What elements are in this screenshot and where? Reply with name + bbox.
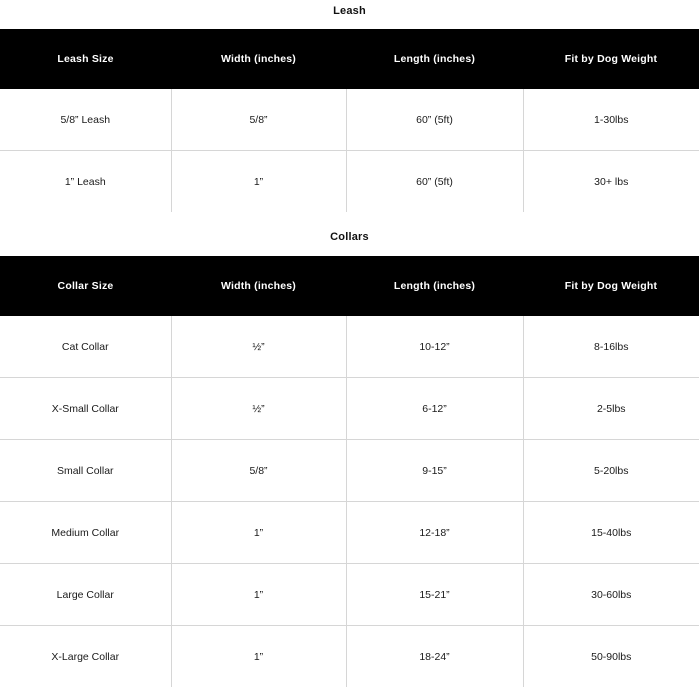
table-row <box>0 502 699 564</box>
table-row <box>0 151 699 213</box>
cell-size: Medium Collar <box>0 502 171 564</box>
column-header-length: Length (inches) <box>346 29 523 89</box>
cell-width: 1” <box>171 502 346 564</box>
column-header-collar-size: Collar Size <box>0 256 171 316</box>
column-header-width: Width (inches) <box>171 256 346 316</box>
table-row <box>0 564 699 626</box>
column-header-weight: Fit by Dog Weight <box>523 29 699 89</box>
cell-size: X-Small Collar <box>0 378 171 440</box>
cell-weight: 30-60lbs <box>523 564 699 626</box>
leash-section-title: Leash <box>333 5 366 17</box>
cell-size: Large Collar <box>0 564 171 626</box>
table-row <box>0 89 699 151</box>
cell-length: 15-21” <box>346 564 523 626</box>
cell-length: 60” (5ft) <box>346 89 523 151</box>
cell-weight: 30+ lbs <box>523 151 699 213</box>
cell-weight: 1-30lbs <box>523 89 699 151</box>
cell-width: 5/8” <box>171 440 346 502</box>
cell-weight: 50-90lbs <box>523 626 699 688</box>
column-header-weight: Fit by Dog Weight <box>523 256 699 316</box>
cell-weight: 5-20lbs <box>523 440 699 502</box>
leash-size-table <box>0 29 699 212</box>
column-header-length: Length (inches) <box>346 256 523 316</box>
cell-length: 12-18” <box>346 502 523 564</box>
cell-length: 9-15” <box>346 440 523 502</box>
collars-table-body <box>0 316 699 687</box>
table-header-row <box>0 29 699 89</box>
cell-length: 6-12” <box>346 378 523 440</box>
cell-length: 10-12” <box>346 316 523 378</box>
cell-width: 1” <box>171 564 346 626</box>
cell-width: 1” <box>171 626 346 688</box>
cell-size: Small Collar <box>0 440 171 502</box>
cell-width: ½” <box>171 378 346 440</box>
cell-size: 1” Leash <box>0 151 171 213</box>
column-header-width: Width (inches) <box>171 29 346 89</box>
table-row <box>0 316 699 378</box>
column-header-leash-size: Leash Size <box>0 29 171 89</box>
cell-length: 18-24” <box>346 626 523 688</box>
cell-size: 5/8” Leash <box>0 89 171 151</box>
table-row <box>0 378 699 440</box>
table-row <box>0 440 699 502</box>
collars-size-table <box>0 256 699 687</box>
leash-table-body <box>0 89 699 212</box>
cell-length: 60” (5ft) <box>346 151 523 213</box>
collars-section-title: Collars <box>330 231 369 243</box>
table-header-row <box>0 256 699 316</box>
cell-weight: 8-16lbs <box>523 316 699 378</box>
cell-weight: 2-5lbs <box>523 378 699 440</box>
cell-width: 5/8” <box>171 89 346 151</box>
cell-size: Cat Collar <box>0 316 171 378</box>
cell-weight: 15-40lbs <box>523 502 699 564</box>
table-row <box>0 626 699 688</box>
cell-size: X-Large Collar <box>0 626 171 688</box>
cell-width: 1” <box>171 151 346 213</box>
collars-table-header <box>0 256 699 316</box>
leash-table-header <box>0 29 699 89</box>
cell-width: ½” <box>171 316 346 378</box>
